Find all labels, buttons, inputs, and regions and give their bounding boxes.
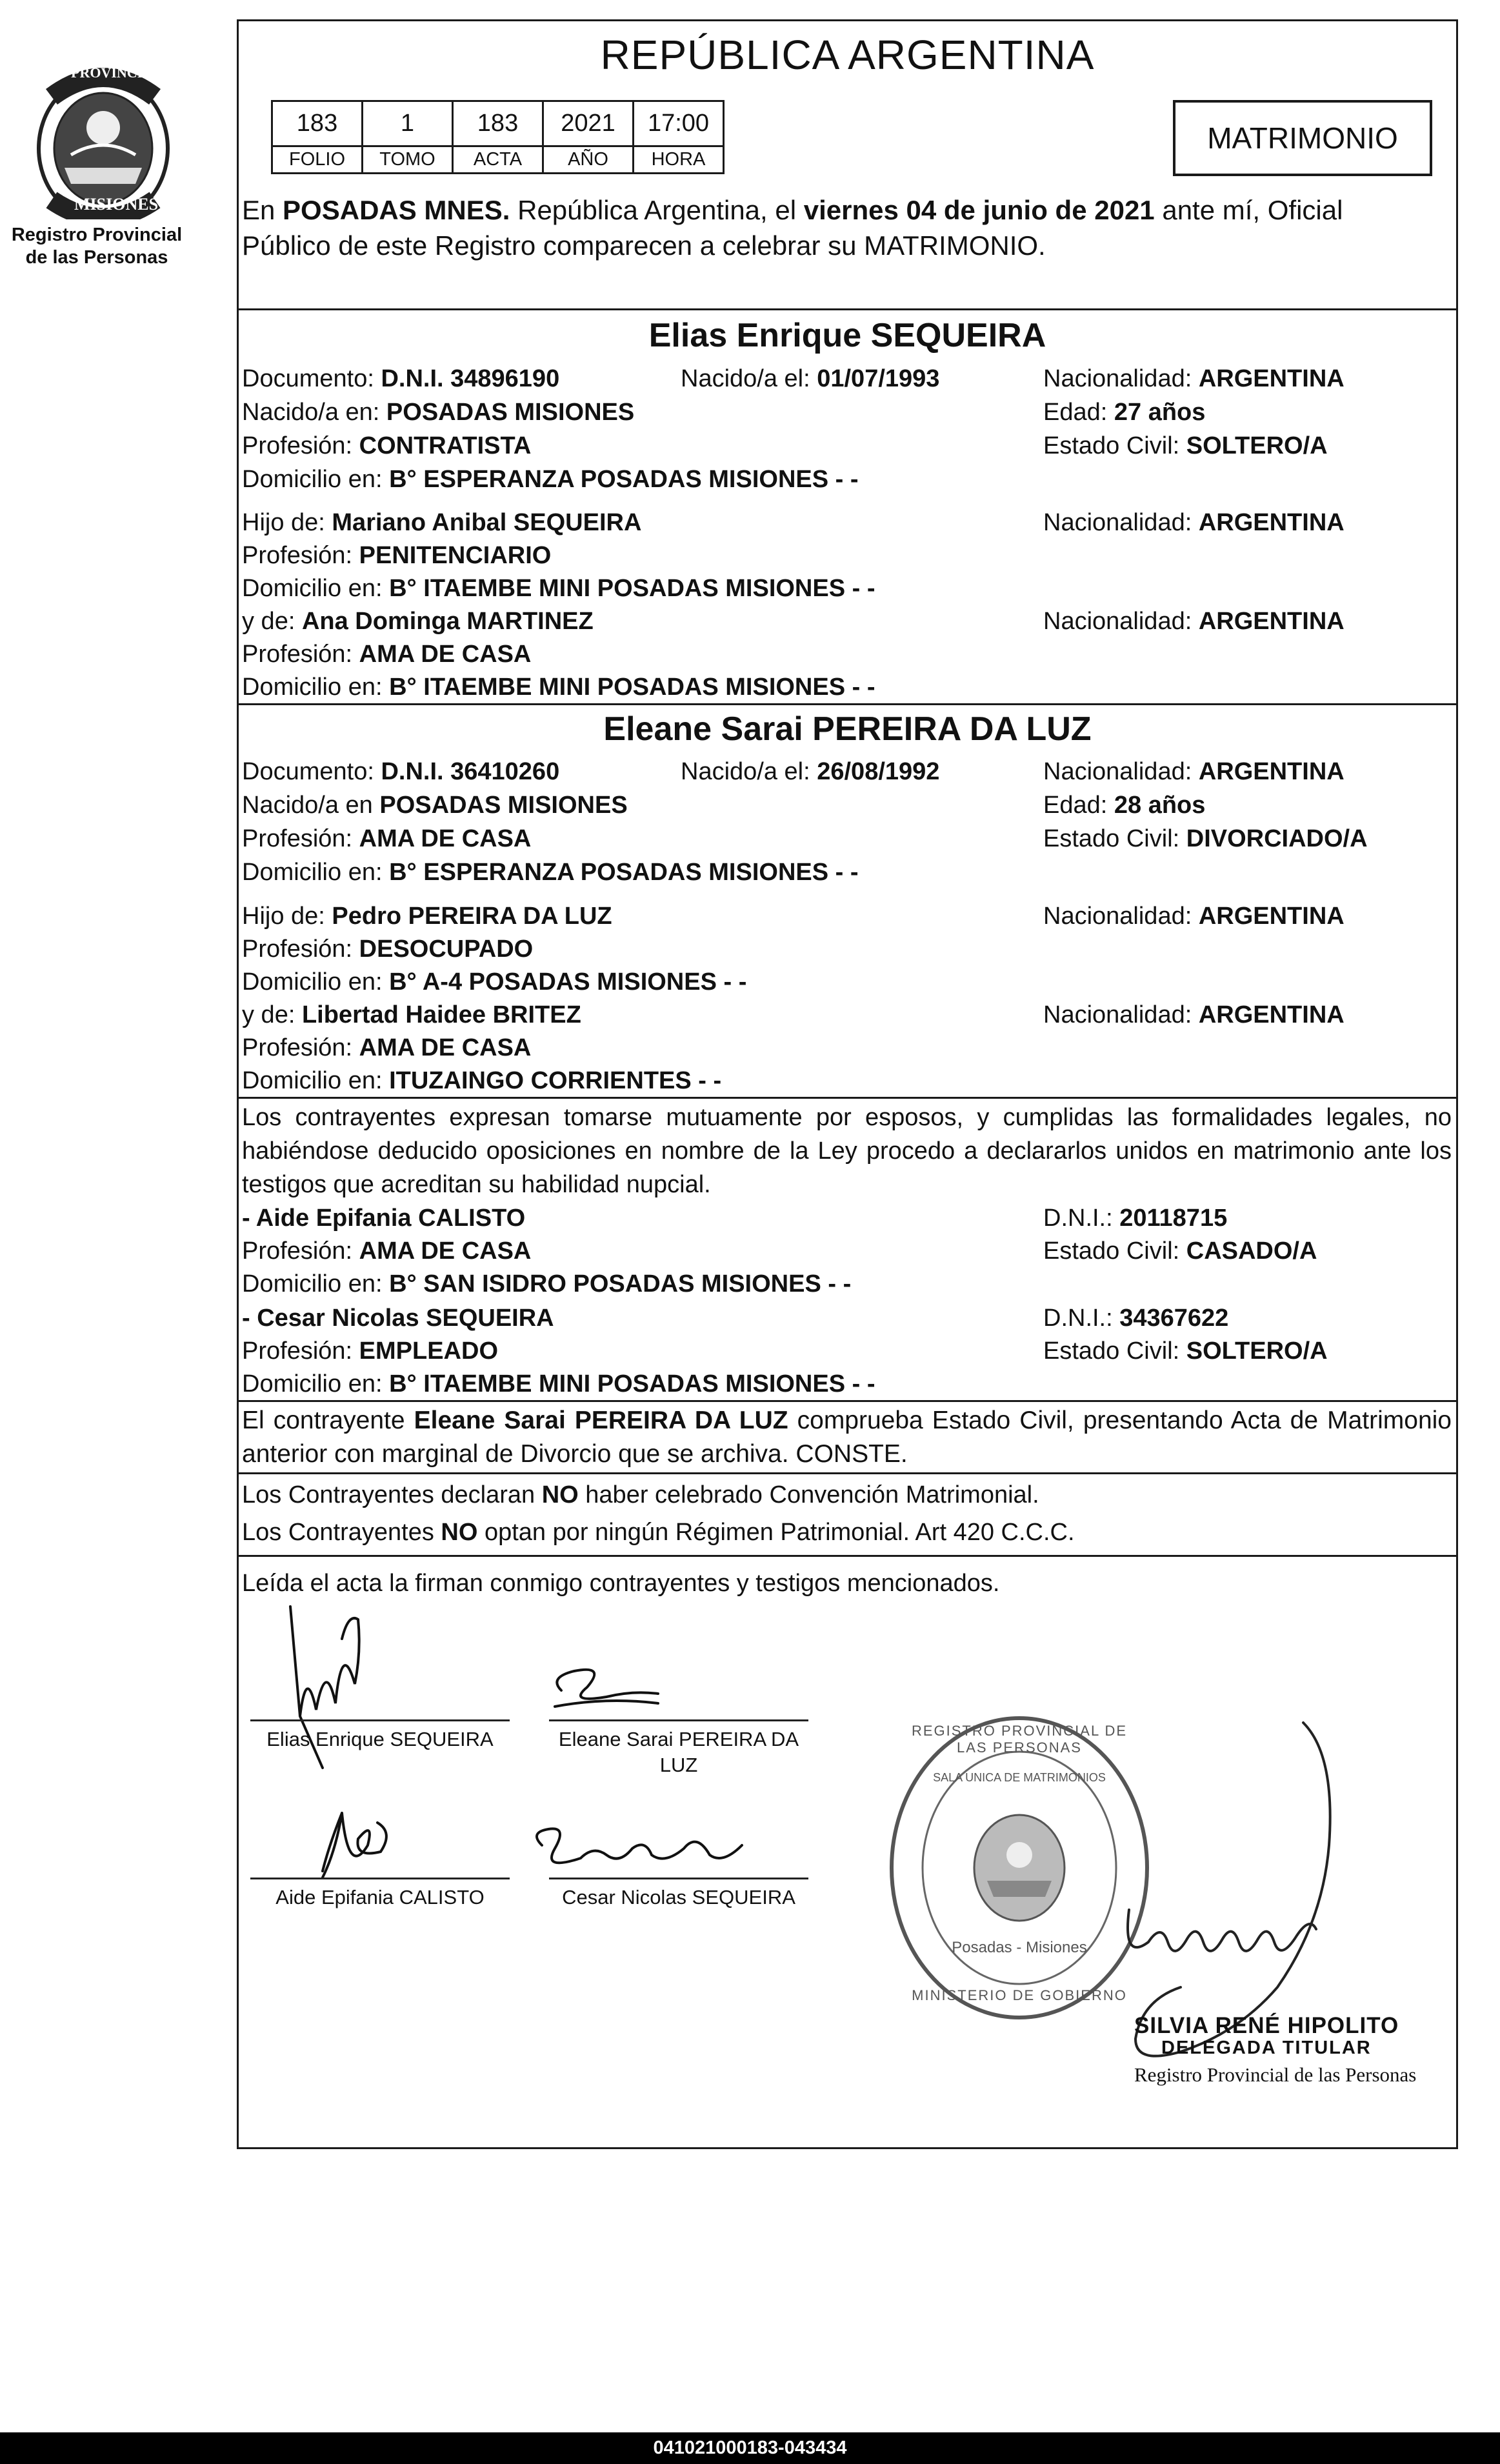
- doc-type-label: MATRIMONIO: [1207, 121, 1398, 155]
- person2-civil-status: Estado Civil: DIVORCIADO/A: [1043, 825, 1368, 852]
- logo-caption-1: Registro Provincial: [11, 225, 183, 245]
- signature-name-2: Eleane Sarai PEREIRA DA LUZ: [558, 1728, 799, 1776]
- signature-line-2: [549, 1719, 808, 1721]
- person2-address: Domicilio en: B° ESPERANZA POSADAS MISIONES - -: [242, 859, 859, 886]
- person2-father-nationality: Nacionalidad: ARGENTINA: [1043, 903, 1345, 930]
- person1-birthplace: Nacido/a en: POSADAS MISIONES: [242, 399, 635, 426]
- person2-father-profession: Profesión: DESOCUPADO: [242, 936, 534, 963]
- closing-statement: Leída el acta la firman conmigo contrayentes y testigos mencionados.: [242, 1570, 1000, 1597]
- person1-father-nationality: Nacionalidad: ARGENTINA: [1043, 509, 1345, 536]
- logo-caption-2: de las Personas: [25, 247, 168, 268]
- divorce-note: [242, 1404, 1452, 1471]
- person1-name: Elias Enrique SEQUEIRA: [648, 317, 1046, 354]
- folio-value: 183: [272, 101, 363, 146]
- signature-line-3: [250, 1878, 510, 1879]
- person2-profession: Profesión: AMA DE CASA: [242, 825, 532, 852]
- tomo-value: 1: [363, 101, 453, 146]
- person2-nationality: Nacionalidad: ARGENTINA: [1043, 758, 1345, 785]
- signature-line-4: [549, 1878, 808, 1879]
- official-role: DELEGADA TITULAR: [1161, 2038, 1372, 2058]
- signature-name-4: Cesar Nicolas SEQUEIRA: [562, 1886, 795, 1908]
- person1-father-address: Domicilio en: B° ITAEMBE MINI POSADAS MISIONES - -: [242, 575, 875, 602]
- record-meta-table: [271, 100, 725, 174]
- logo-ring-bottom: MISIONES: [74, 195, 159, 214]
- witness2-dni: D.N.I.: 34367622: [1043, 1305, 1229, 1332]
- acta-value: 183: [453, 101, 543, 146]
- signature-name-3: Aide Epifania CALISTO: [275, 1886, 485, 1908]
- stamp-bottom-text: MINISTERIO DE GOBIERNO: [912, 1987, 1127, 2003]
- hour-value: 17:00: [634, 101, 724, 146]
- footer-code: 041021000183-043434: [653, 2438, 847, 2458]
- person2-mother: y de: Libertad Haidee BRITEZ: [242, 1001, 581, 1028]
- folio-label: FOLIO: [272, 146, 363, 174]
- hour-label: HORA: [634, 146, 724, 174]
- witness1-profession: Profesión: AMA DE CASA: [242, 1237, 532, 1265]
- note-text-a: El contrayente: [242, 1407, 414, 1434]
- person1-father: Hijo de: Mariano Anibal SEQUEIRA: [242, 509, 642, 536]
- person1-civil-status: Estado Civil: SOLTERO/A: [1043, 432, 1328, 459]
- intro-line-1: [242, 194, 1343, 227]
- person2-mother-address: Domicilio en: ITUZAINGO CORRIENTES - -: [242, 1067, 722, 1094]
- tomo-label: TOMO: [363, 146, 453, 174]
- regime-statement: Los Contrayentes NO optan por ningún Régimen Patrimonial. Art 420 C.C.C.: [242, 1519, 1075, 1546]
- intro-text-c: ante mí, Oficial: [1154, 195, 1343, 225]
- person1-mother-profession: Profesión: AMA DE CASA: [242, 641, 532, 668]
- intro-line-2: Público de este Registro comparecen a celebrar su MATRIMONIO.: [242, 230, 1046, 261]
- person1-mother-address: Domicilio en: B° ITAEMBE MINI POSADAS MISIONES - -: [242, 674, 875, 701]
- person2-father: Hijo de: Pedro PEREIRA DA LUZ: [242, 903, 612, 930]
- page-title: REPÚBLICA ARGENTINA: [600, 32, 1095, 78]
- person1-mother: y de: Ana Dominga MARTINEZ: [242, 608, 594, 635]
- person2-document: Documento: D.N.I. 36410260: [242, 758, 560, 785]
- official-name: SILVIA RENÉ HIPOLITO: [1134, 2013, 1399, 2038]
- convention-statement: Los Contrayentes declaran NO haber celebrado Convención Matrimonial.: [242, 1481, 1039, 1508]
- stamp-inner-text: SALA UNICA DE MATRIMONIOS: [933, 1771, 1106, 1784]
- person2-mother-profession: Profesión: AMA DE CASA: [242, 1034, 532, 1061]
- doc-type-box: [1173, 100, 1432, 176]
- witness1-name: - Aide Epifania CALISTO: [242, 1205, 526, 1232]
- witness1-civil-status: Estado Civil: CASADO/A: [1043, 1237, 1317, 1265]
- person1-mother-nationality: Nacionalidad: ARGENTINA: [1043, 608, 1345, 635]
- person2-father-address: Domicilio en: B° A-4 POSADAS MISIONES - -: [242, 968, 747, 996]
- person1-document: Documento: D.N.I. 34896190: [242, 365, 560, 392]
- note-name: Eleane Sarai PEREIRA DA LUZ: [414, 1407, 788, 1434]
- official-org: Registro Provincial de las Personas: [1134, 2063, 1417, 2086]
- person2-age: Edad: 28 años: [1043, 792, 1206, 819]
- person2-birthdate: Nacido/a el: 26/08/1992: [681, 758, 940, 785]
- person2-birthplace: Nacido/a en POSADAS MISIONES: [242, 792, 628, 819]
- intro-text-b: República Argentina, el: [510, 195, 804, 225]
- signature-line-1: [250, 1719, 510, 1721]
- person1-address: Domicilio en: B° ESPERANZA POSADAS MISIONES - -: [242, 466, 859, 493]
- witness2-profession: Profesión: EMPLEADO: [242, 1337, 499, 1365]
- witness2-civil-status: Estado Civil: SOLTERO/A: [1043, 1337, 1328, 1365]
- person1-age: Edad: 27 años: [1043, 399, 1206, 426]
- acta-label: ACTA: [453, 146, 543, 174]
- intro-date: viernes 04 de junio de 2021: [803, 195, 1155, 225]
- stamp-city: Posadas - Misiones: [952, 1939, 1087, 1956]
- person1-profession: Profesión: CONTRATISTA: [242, 432, 532, 459]
- witness1-dni: D.N.I.: 20118715: [1043, 1205, 1228, 1232]
- witness2-address: Domicilio en: B° ITAEMBE MINI POSADAS MISIONES - -: [242, 1370, 875, 1397]
- witness2-name: - Cesar Nicolas SEQUEIRA: [242, 1305, 554, 1332]
- footer-bar: [0, 2432, 1500, 2464]
- witness1-address: Domicilio en: B° SAN ISIDRO POSADAS MISIONES - -: [242, 1270, 852, 1297]
- person2-name: Eleane Sarai PEREIRA DA LUZ: [603, 710, 1092, 748]
- signature-name-1: Elias Enrique SEQUEIRA: [266, 1728, 494, 1750]
- person1-nationality: Nacionalidad: ARGENTINA: [1043, 365, 1345, 392]
- person1-birthdate: Nacido/a el: 01/07/1993: [681, 365, 940, 392]
- logo-ring-top: PROVINCIA DE: [71, 65, 175, 81]
- registry-logo: [26, 52, 181, 219]
- declaration-text: Los contrayentes expresan tomarse mutuamente por esposos, y cumplidas las formalidades legales, no habiéndose deducido oposiciones en nombre de la Ley procedo a declararlos unidos en matrimonio ante los testigos que acreditan su habilidad nupcial.: [242, 1104, 1452, 1198]
- year-value: 2021: [543, 101, 634, 146]
- note-text-b: comprueba Estado Civil, presentando Acta de Matrimonio anterior con marginal de Divorcio que se archiva. CONSTE.: [242, 1407, 1452, 1468]
- person1-father-profession: Profesión: PENITENCIARIO: [242, 542, 552, 569]
- person2-mother-nationality: Nacionalidad: ARGENTINA: [1043, 1001, 1345, 1028]
- year-label: AÑO: [543, 146, 634, 174]
- stamp-ring-text: REGISTRO PROVINCIAL DE LAS PERSONAS: [911, 1723, 1128, 1756]
- intro-place: POSADAS MNES.: [283, 195, 510, 225]
- intro-text-a: En: [242, 195, 283, 225]
